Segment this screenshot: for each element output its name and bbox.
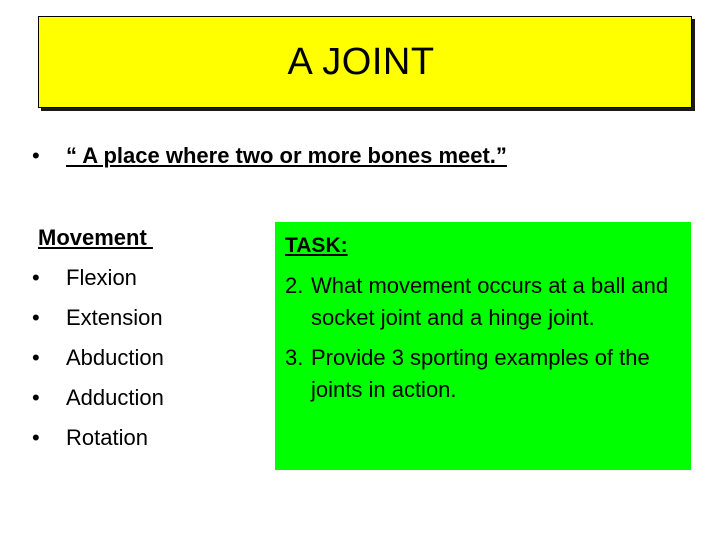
definition-bullet	[32, 143, 507, 169]
task-item-number: 3.	[285, 345, 304, 370]
task-item-number: 2.	[285, 273, 304, 298]
slide-title: A JOINT	[287, 40, 435, 83]
task-item-text: What movement occurs at a ball and socket joint and a hinge joint.	[311, 273, 669, 330]
bullet-icon: •	[32, 345, 40, 370]
bullet-icon: •	[32, 305, 40, 330]
task-item	[285, 270, 681, 334]
task-item-text: Provide 3 sporting examples of the joints in action.	[311, 345, 650, 402]
movement-flexion: Flexion	[66, 265, 137, 290]
definition-text: “ A place where two or more bones meet.”	[66, 143, 507, 168]
movement-rotation: Rotation	[66, 425, 148, 450]
list-item	[32, 425, 164, 465]
list-item	[32, 345, 164, 385]
task-heading: TASK:	[285, 234, 348, 257]
task-item	[285, 342, 681, 406]
bullet-icon: •	[32, 265, 40, 290]
list-item	[32, 385, 164, 425]
bullet-icon: •	[32, 385, 40, 410]
movement-abduction: Abduction	[66, 345, 164, 370]
list-item	[32, 305, 164, 345]
bullet-icon: •	[32, 425, 40, 450]
list-item	[32, 265, 164, 305]
bullet-icon: •	[32, 143, 40, 168]
movement-extension: Extension	[66, 305, 163, 330]
slide-title-box	[38, 16, 692, 108]
movement-heading: Movement	[38, 225, 153, 250]
task-box	[275, 222, 691, 470]
movement-list	[32, 265, 164, 465]
movement-adduction: Adduction	[66, 385, 164, 410]
